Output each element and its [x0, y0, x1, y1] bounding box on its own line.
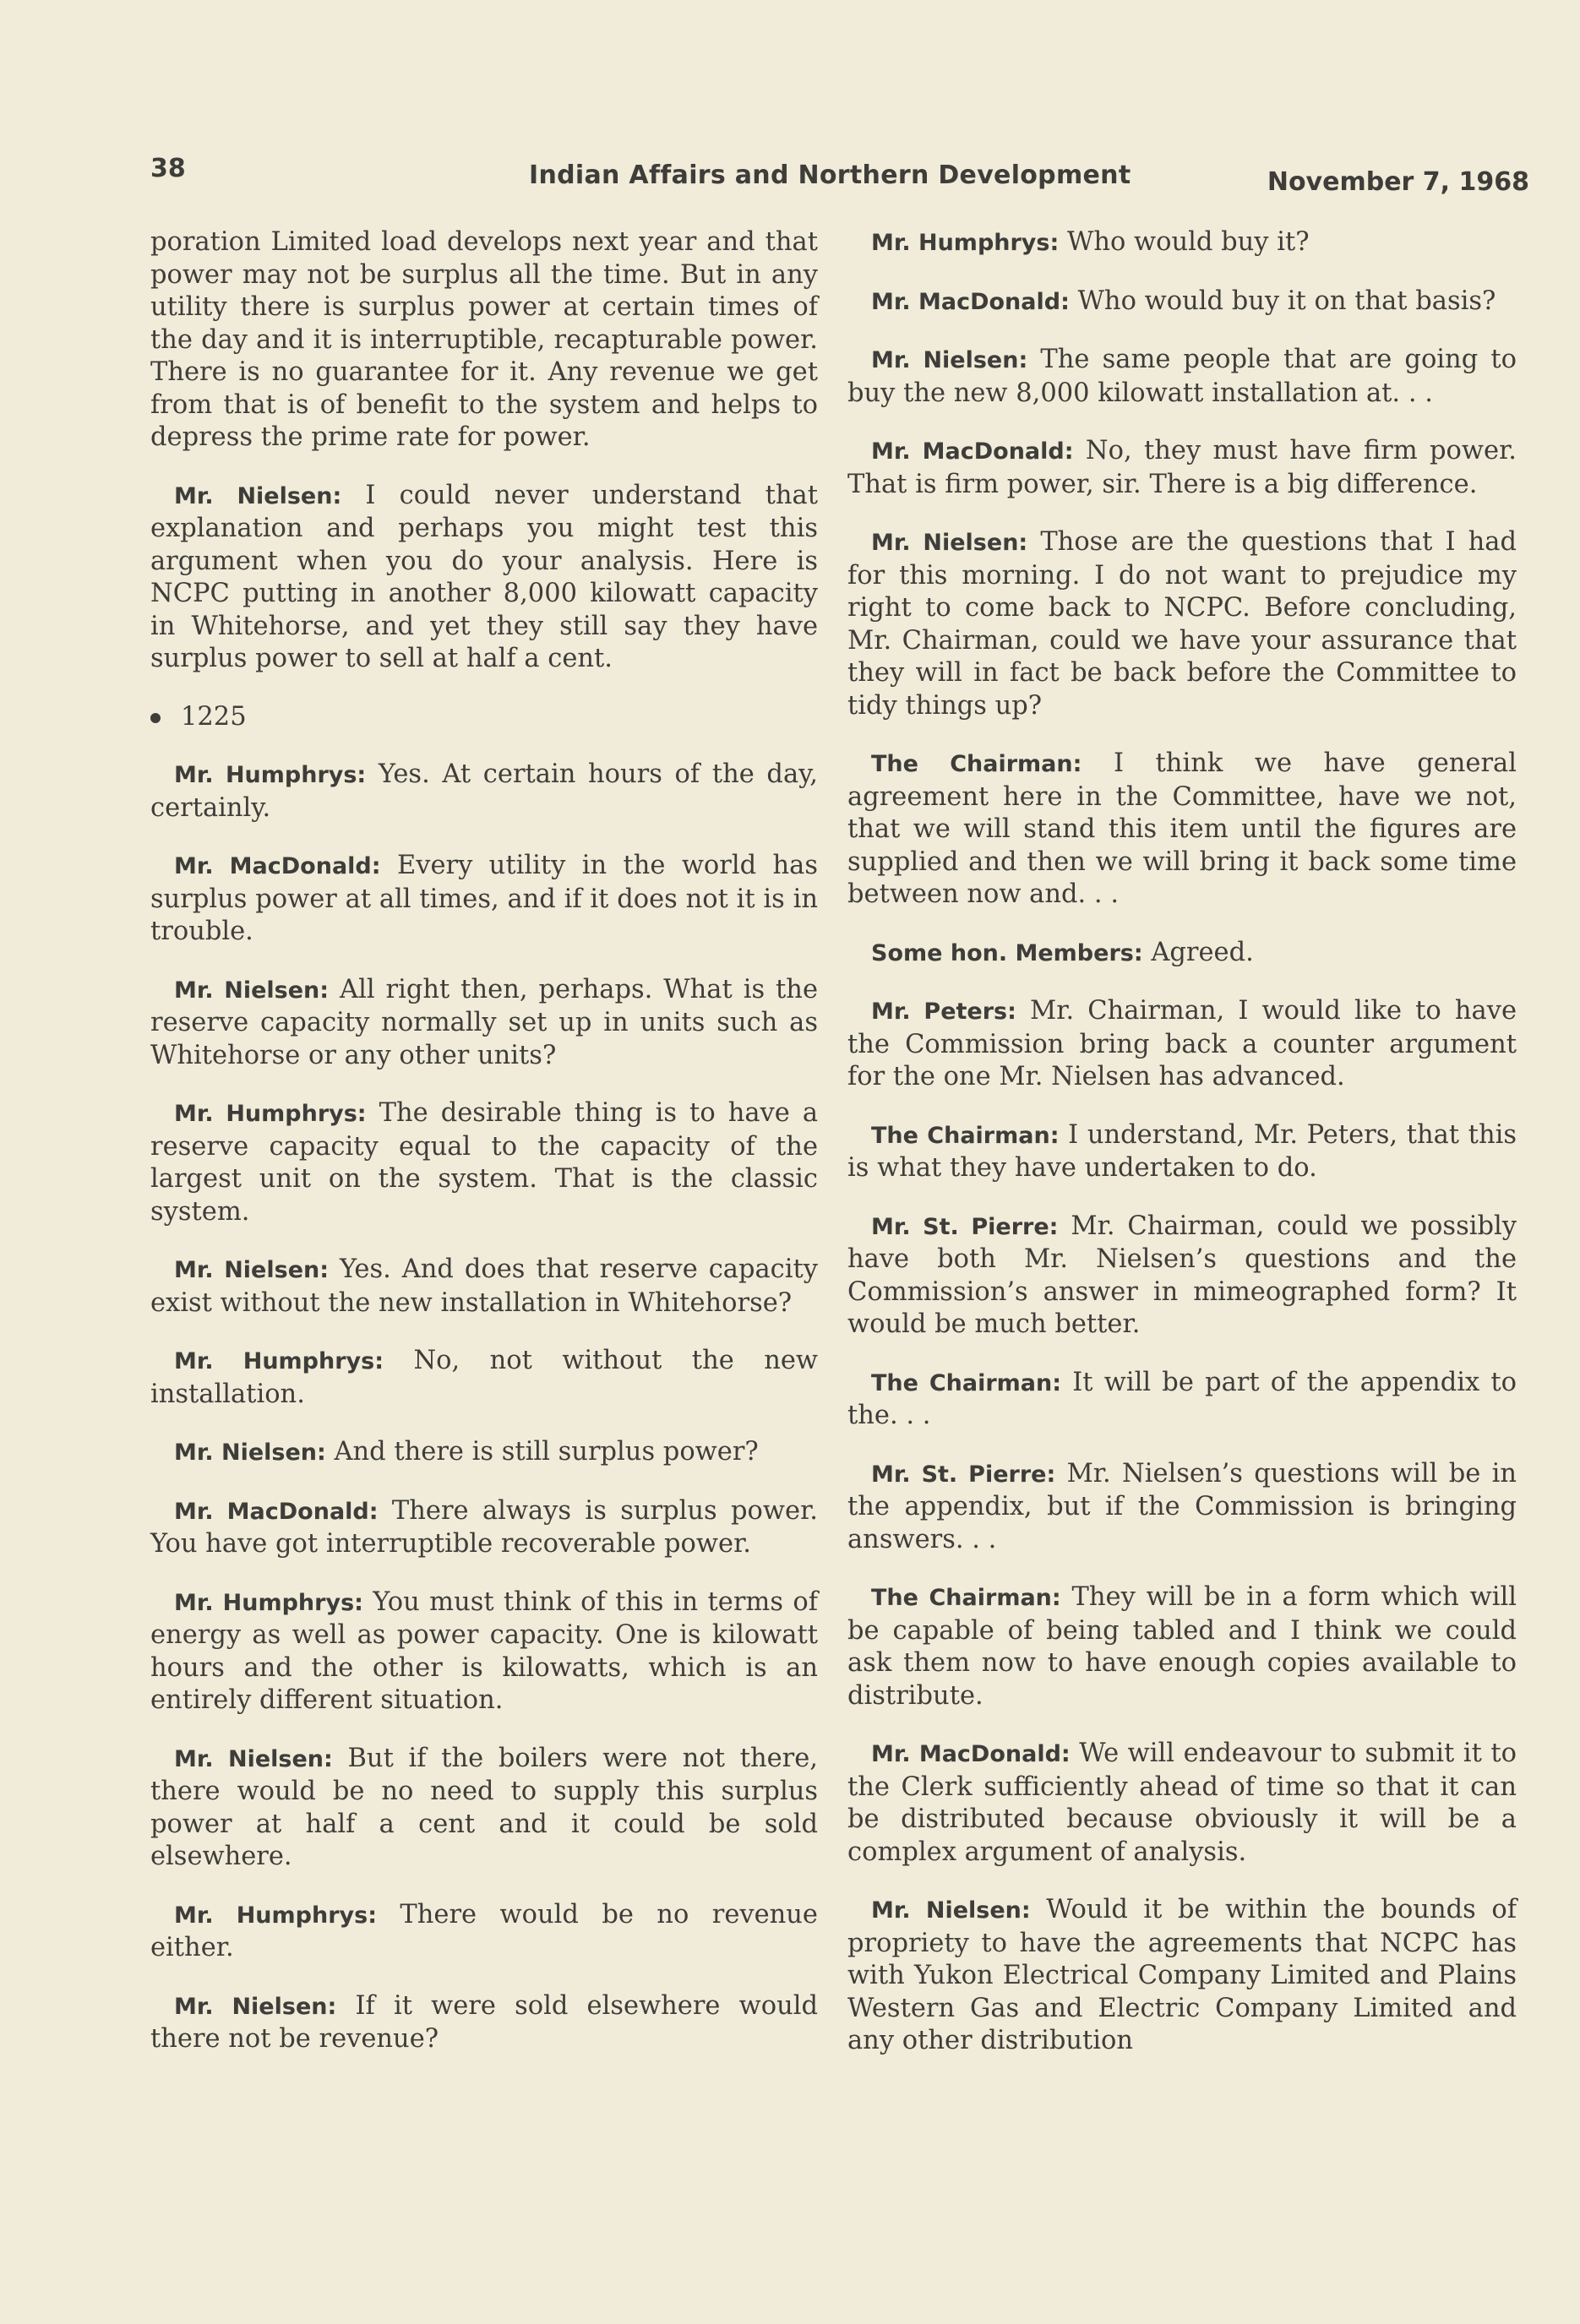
speech-text: Mr. Nielsen’s questions will be in the appendix, but if the Commission is bringing answers. . .	[847, 1458, 1517, 1554]
right-column	[847, 226, 1517, 2083]
speaker-name: Mr. Nielsen:	[871, 530, 1028, 556]
speech-text: The desirable thing is to have a reserve capacity equal to the capacity of the largest unit on the system. That is the classic system.	[150, 1098, 819, 1227]
speech-paragraph	[847, 526, 1517, 722]
speech-paragraph	[150, 1743, 818, 1874]
left-column	[150, 226, 818, 2082]
speech-text: You must think of this in terms of energy as well as power capacity. One is kilowatt hours and the other is kilowatts, which is an entirely different situation.	[150, 1587, 818, 1715]
speech-paragraph	[847, 748, 1517, 912]
speech-text: If it were sold elsewhere would there not be revenue?	[150, 1990, 819, 2054]
speech-text: Who would buy it?	[1066, 227, 1310, 257]
speaker-name: Mr. MacDonald:	[871, 1741, 1071, 1767]
speech-text: It will be part of the appendix to the. . .	[847, 1367, 1517, 1430]
speaker-name: Mr. Nielsen:	[174, 482, 342, 509]
speech-paragraph	[150, 1495, 818, 1561]
speech-text: There would be no revenue either.	[150, 1899, 818, 1962]
speech-text: All right then, perhaps. What is the reserve capacity normally set up in units such as Whitehorse or any other units?	[150, 974, 818, 1070]
speaker-name: Mr. Humphrys:	[174, 762, 367, 788]
speech-text: We will endeavour to submit it to the Clerk sufficiently ahead of time so that it can be distributed because obviously it will be a complex argument of analysis.	[847, 1739, 1517, 1867]
speech-paragraph	[150, 974, 818, 1073]
speech-paragraph	[847, 1367, 1517, 1433]
speech-text: Those are the questions that I had for this morning. I do not want to prejudice my right to come back to NCPC. Before concluding, Mr. Chairman, could we have your assurance that they will in fact be back before the Committee to tidy things up?	[847, 527, 1517, 721]
speaker-name: Mr. Peters:	[871, 999, 1016, 1025]
speech-paragraph	[847, 286, 1517, 319]
speech-text: There always is surplus power. You have got interruptible recoverable power.	[150, 1495, 818, 1559]
speech-paragraph	[150, 480, 818, 676]
speech-text: Yes. At certain hours of the day, certainly.	[150, 759, 818, 823]
bullet-icon	[150, 713, 161, 723]
speaker-name: Mr. Nielsen:	[174, 1257, 330, 1283]
speech-paragraph	[150, 1436, 818, 1470]
continued-paragraph: poration Limited load develops next year and that power may not be surplus all the time. But in any utility there is surplus power at certain times of the day and it is interruptible, recapturable power. There is no guarantee for it. Any revenue we get from that is of benefit to the system and helps to depress the prime rate for power.	[150, 227, 818, 452]
speech-paragraph	[847, 1211, 1517, 1342]
speech-text: But if the boilers were not there, there would be no need to supply this surplus power at half a cent and it could be sold elsewhere.	[150, 1743, 818, 1871]
speech-text: I could never understand that explanation and perhaps you might test this argument when you do your analysis. Here is NCPC putting in another 8,000 kilowatt capacity in Whitehorse, and yet they still say they have surplus power to sell at half a cent.	[150, 480, 819, 673]
speaker-name: Mr. Nielsen:	[174, 1440, 326, 1466]
speaker-name: Some hon. Members:	[871, 939, 1143, 966]
speech-paragraph	[847, 995, 1517, 1094]
speech-paragraph	[847, 1458, 1517, 1557]
speech-paragraph	[847, 1581, 1517, 1712]
speech-text: They will be in a form which will be capable of being tabled and I think we could ask them now to have enough copies available to distribute.	[847, 1582, 1517, 1711]
speaker-name: Mr. Nielsen:	[871, 1897, 1031, 1924]
speaker-name: The Chairman:	[871, 1122, 1060, 1149]
speech-paragraph	[150, 759, 818, 825]
speaker-name: Mr. MacDonald:	[174, 853, 381, 879]
speech-text: Mr. Chairman, I would like to have the Commission bring back a counter argument for the one Mr. Nielsen has advanced.	[847, 996, 1517, 1091]
speaker-name: Mr. Humphrys:	[174, 1589, 363, 1616]
page-number: 38	[150, 154, 186, 183]
speaker-name: Mr. Humphrys:	[174, 1902, 377, 1929]
speaker-name: Mr. Humphrys:	[871, 230, 1060, 256]
speaker-name: Mr. Humphrys:	[174, 1348, 384, 1374]
speech-paragraph	[847, 344, 1517, 410]
speaker-name: Mr. MacDonald:	[174, 1498, 379, 1525]
running-title: Indian Affairs and Northern Development	[529, 161, 1131, 190]
speech-paragraph	[847, 435, 1517, 501]
speaker-name: Mr. Nielsen:	[174, 1993, 337, 2020]
speech-paragraph	[847, 1894, 1517, 2058]
speech-text: Mr. Chairman, could we possibly have both Mr. Nielsen’s questions and the Commission’s answer in mimeographed form? It would be much better.	[847, 1211, 1517, 1339]
speech-text: No, not without the new installation.	[150, 1346, 818, 1409]
speaker-name: Mr. Nielsen:	[871, 347, 1028, 373]
speech-text: Who would buy it on that basis?	[1077, 286, 1496, 316]
speech-paragraph	[150, 1254, 818, 1320]
speech-paragraph	[150, 1587, 818, 1717]
speech-paragraph	[150, 1097, 818, 1228]
speaker-name: Mr. MacDonald:	[871, 288, 1070, 315]
speaker-name: The Chairman:	[871, 1585, 1061, 1611]
speaker-name: The Chairman:	[871, 1369, 1062, 1396]
page-header	[150, 154, 1529, 204]
speech-text: Would it be within the bounds of propriety to have the agreements that NCPC has with Yukon Electrical Company Limited and Plains Western Gas and Electric Company Limited and any other distribution	[847, 1895, 1517, 2055]
speech-paragraph	[150, 1990, 818, 2056]
speaker-name: Mr. Nielsen:	[174, 1745, 333, 1772]
speaker-name: Mr. MacDonald:	[871, 438, 1074, 465]
speech-paragraph	[150, 850, 818, 949]
speaker-name: Mr. St. Pierre:	[871, 1213, 1059, 1240]
speech-paragraph	[847, 226, 1517, 260]
speech-text: And there is still surplus power?	[334, 1437, 759, 1467]
speech-text: Agreed.	[1151, 937, 1254, 967]
speech-paragraph	[847, 937, 1517, 971]
time-marker-text: 1225	[181, 701, 247, 732]
speech-paragraph	[847, 1119, 1517, 1185]
speech-paragraph	[150, 1899, 818, 1965]
speech-paragraph	[150, 1345, 818, 1411]
speaker-name: Mr. Humphrys:	[174, 1101, 367, 1127]
speech-text: Yes. And does that reserve capacity exist without the new installation in Whitehorse?	[150, 1255, 819, 1318]
speaker-name: Mr. Nielsen:	[174, 977, 330, 1004]
time-marker	[150, 701, 818, 734]
speech-text: Every utility in the world has surplus power at all times, and if it does not it is in trouble.	[150, 851, 819, 946]
speaker-name: Mr. St. Pierre:	[871, 1461, 1056, 1488]
speaker-name: The Chairman:	[871, 751, 1082, 777]
header-date: November 7, 1968	[1267, 167, 1529, 197]
speech-text: I understand, Mr. Peters, that this is what they have undertaken to do.	[847, 1119, 1517, 1183]
speech-text: The same people that are going to buy the new 8,000 kilowatt installation at. . .	[847, 345, 1517, 408]
speech-text: I think we have general agreement here in the Committee, have we not, that we will stand this item until the figures are supplied and then we will bring it back some time between now and. . .	[847, 748, 1517, 909]
speech-paragraph	[847, 1738, 1517, 1869]
speech-text: No, they must have firm power. That is firm power, sir. There is a big difference.	[847, 436, 1517, 499]
